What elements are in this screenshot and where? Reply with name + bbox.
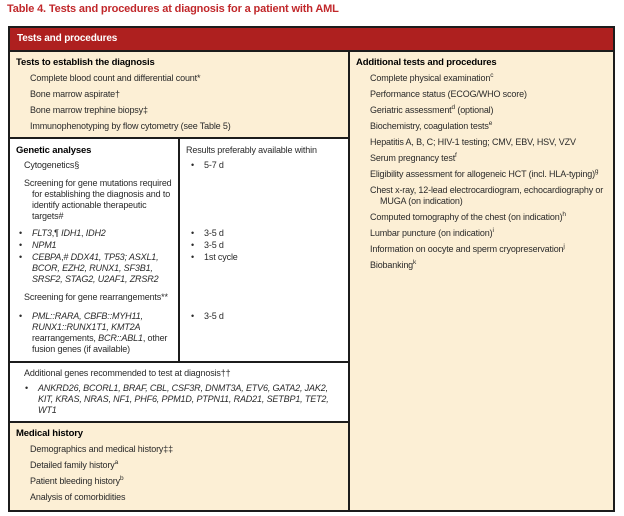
tests-list (16, 73, 342, 132)
additional-tests-list (356, 73, 607, 271)
result-value: 1st cycle (204, 252, 238, 262)
list-item: Demographics and medical history‡‡ (30, 444, 173, 454)
list-item: Patient bleeding history$^b$ (30, 475, 124, 486)
bullet-icon: • (191, 252, 195, 262)
bullet-icon: • (191, 240, 195, 250)
bullet-icon: • (19, 252, 23, 262)
medical-history-list (16, 444, 342, 503)
result-value: 3-5 d (204, 311, 224, 321)
list-item: Complete blood count and differential count* (30, 73, 201, 83)
section-additional-genes (10, 363, 348, 423)
list-item: Biobanking$^k$ (370, 259, 417, 270)
genetic-row-label: • NPM1 (19, 240, 57, 250)
list-item: Bone marrow aspirate† (30, 89, 120, 99)
results-heading: Results preferably available within (178, 139, 348, 156)
bullet-icon: • (191, 228, 195, 238)
genetic-analyses-heading: Genetic analyses (16, 145, 92, 156)
left-column (10, 52, 348, 510)
list-item: Geriatric assessment$^d$ (optional) (370, 104, 494, 115)
bullet-icon: • (25, 383, 29, 393)
list-item: Eligibility assessment for allogeneic HCT (incl. HLA-typing)$^g$ (370, 168, 599, 179)
list-item: Bone marrow trephine biopsy‡ (30, 105, 148, 115)
section-heading: Medical history (16, 428, 83, 439)
list-item: Lumbar puncture (on indication)$^i$ (370, 227, 494, 238)
section-heading: Additional tests and procedures (356, 57, 497, 68)
list-item: Immunophenotyping by flow cytometry (see Table 5) (30, 121, 231, 131)
list-item: Computed tomography of the chest (on indication)$^h$ (370, 211, 566, 222)
list-item: Performance status (ECOG/WHO score) (370, 89, 527, 99)
additional-genes-list: ANKRD26, BCORL1, BRAF, CBL, CSF3R, DNMT3A, ETV6, GATA2, JAK2, KIT, KRAS, NRAS, NF1, PHF6, PPM1D, PTPN11, RAD21, SETBP1, TET2, WT1 (38, 383, 329, 415)
genetic-row-result (178, 222, 348, 239)
genetic-row-result (178, 156, 348, 171)
genetic-row-label: • CEBPA,# DDX41, TP53; ASXL1, BCOR, EZH2, RUNX1, SF3B1, SRSF2, STAG2, U2AF1, ZRSR2 (19, 252, 159, 284)
list-item: Biochemistry, coagulation tests$^e$ (370, 120, 493, 131)
genetic-row-label: Cytogenetics§ (24, 160, 80, 170)
genetic-row-label: Screening for gene mutations required for establishing the diagnosis and to identify actionable therapeutic targets# (24, 178, 172, 221)
genetic-row-result (178, 285, 348, 303)
table (8, 26, 615, 512)
section-additional-tests (348, 52, 613, 510)
additional-genes-heading: Additional genes recommended to test at diagnosis†† (24, 368, 231, 378)
list-item: Chest x-ray, 12-lead electrocardiogram, echocardiography or MUGA (on indication) (370, 185, 604, 206)
result-value: 5-7 d (204, 160, 224, 170)
list-item: Serum pregnancy test$^f$ (370, 152, 457, 163)
genetic-row-result (178, 303, 348, 361)
genetic-row-result (178, 171, 348, 222)
additional-genes-bullet (16, 383, 342, 416)
bullet-icon: • (191, 311, 195, 321)
table-header-bar: Tests and procedures (10, 28, 613, 52)
bullet-icon: • (19, 311, 23, 321)
table-body (10, 52, 613, 510)
bullet-icon: • (19, 228, 23, 238)
list-item: Hepatitis A, B, C; HIV-1 testing; CMV, EBV, HSV, VZV (370, 137, 576, 147)
list-item: Analysis of comorbidities (30, 492, 126, 502)
section-heading: Tests to establish the diagnosis (16, 57, 155, 68)
genetic-row-result (178, 251, 348, 285)
bullet-icon: • (19, 240, 23, 250)
list-item: Detailed family history$^a$ (30, 459, 119, 470)
section-genetic-analyses (10, 137, 348, 363)
genetic-row-result (178, 239, 348, 251)
list-item: Complete physical examination$^c$ (370, 72, 494, 83)
section-tests-to-establish (10, 52, 348, 137)
table-title: Table 4. Tests and procedures at diagnosis for a patient with AML (7, 3, 339, 15)
list-item: Information on oocyte and sperm cryopreservation$^j$ (370, 243, 565, 254)
genetic-row-label: • PML::RARA, CBFB::MYH11, RUNX1::RUNX1T1, KMT2A rearrangements, BCR::ABL1, other fusion genes (if available) (19, 311, 168, 354)
result-value: 3-5 d (204, 240, 224, 250)
genetic-row-label: • FLT3,¶ IDH1, IDH2 (19, 228, 106, 238)
bullet-icon: • (191, 160, 195, 170)
result-value: 3-5 d (204, 228, 224, 238)
genetic-row-label: Screening for gene rearrangements** (24, 292, 168, 302)
section-medical-history (10, 423, 348, 510)
